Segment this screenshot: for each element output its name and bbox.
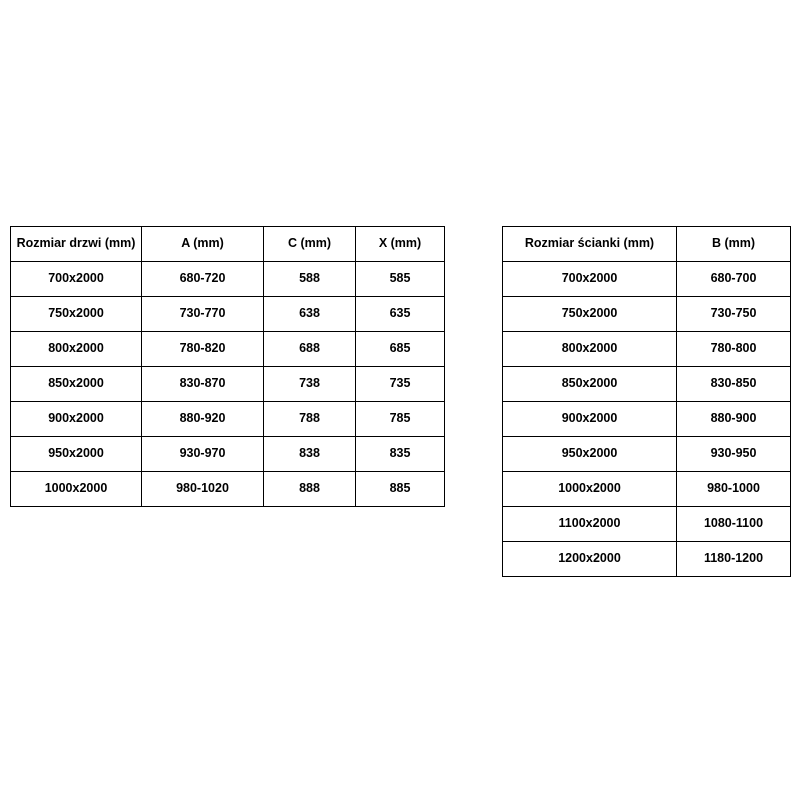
table-row [11,437,445,472]
cell-b: 1080-1100 [677,507,791,542]
column-header-door-size: Rozmiar drzwi (mm) [11,227,142,262]
cell-wall-size: 1000x2000 [503,472,677,507]
column-header-x: X (mm) [356,227,445,262]
cell-a: 930-970 [142,437,264,472]
table-row [11,332,445,367]
cell-c: 638 [264,297,356,332]
table-row [11,472,445,507]
table-row [503,402,791,437]
column-header-c: C (mm) [264,227,356,262]
cell-wall-size: 1100x2000 [503,507,677,542]
cell-a: 680-720 [142,262,264,297]
cell-b: 880-900 [677,402,791,437]
cell-x: 735 [356,367,445,402]
cell-x: 585 [356,262,445,297]
table-row [11,402,445,437]
cell-wall-size: 850x2000 [503,367,677,402]
cell-wall-size: 1200x2000 [503,542,677,577]
cell-c: 788 [264,402,356,437]
table-row [503,332,791,367]
table-row [503,297,791,332]
table-row [503,542,791,577]
cell-a: 730-770 [142,297,264,332]
cell-door-size: 850x2000 [11,367,142,402]
cell-b: 780-800 [677,332,791,367]
cell-c: 738 [264,367,356,402]
table-row [503,367,791,402]
cell-door-size: 750x2000 [11,297,142,332]
cell-door-size: 1000x2000 [11,472,142,507]
cell-a: 880-920 [142,402,264,437]
table-row [503,262,791,297]
column-header-wall-size: Rozmiar ścianki (mm) [503,227,677,262]
cell-c: 688 [264,332,356,367]
cell-a: 830-870 [142,367,264,402]
cell-x: 685 [356,332,445,367]
cell-wall-size: 900x2000 [503,402,677,437]
cell-wall-size: 700x2000 [503,262,677,297]
cell-b: 930-950 [677,437,791,472]
cell-x: 885 [356,472,445,507]
table-header-row [503,227,791,262]
cell-door-size: 700x2000 [11,262,142,297]
cell-a: 780-820 [142,332,264,367]
cell-b: 1180-1200 [677,542,791,577]
column-header-b: B (mm) [677,227,791,262]
cell-b: 830-850 [677,367,791,402]
column-header-a: A (mm) [142,227,264,262]
cell-x: 635 [356,297,445,332]
cell-b: 680-700 [677,262,791,297]
cell-door-size: 900x2000 [11,402,142,437]
cell-c: 588 [264,262,356,297]
table-row [11,367,445,402]
table-row [11,297,445,332]
cell-wall-size: 750x2000 [503,297,677,332]
cell-door-size: 950x2000 [11,437,142,472]
cell-x: 835 [356,437,445,472]
table-row [503,472,791,507]
cell-wall-size: 950x2000 [503,437,677,472]
table-row [11,262,445,297]
table-header-row [11,227,445,262]
cell-b: 730-750 [677,297,791,332]
door-size-table [10,226,445,507]
cell-wall-size: 800x2000 [503,332,677,367]
table-row [503,507,791,542]
cell-c: 888 [264,472,356,507]
cell-c: 838 [264,437,356,472]
cell-b: 980-1000 [677,472,791,507]
cell-x: 785 [356,402,445,437]
wall-size-table [502,226,791,577]
table-row [503,437,791,472]
cell-a: 980-1020 [142,472,264,507]
cell-door-size: 800x2000 [11,332,142,367]
